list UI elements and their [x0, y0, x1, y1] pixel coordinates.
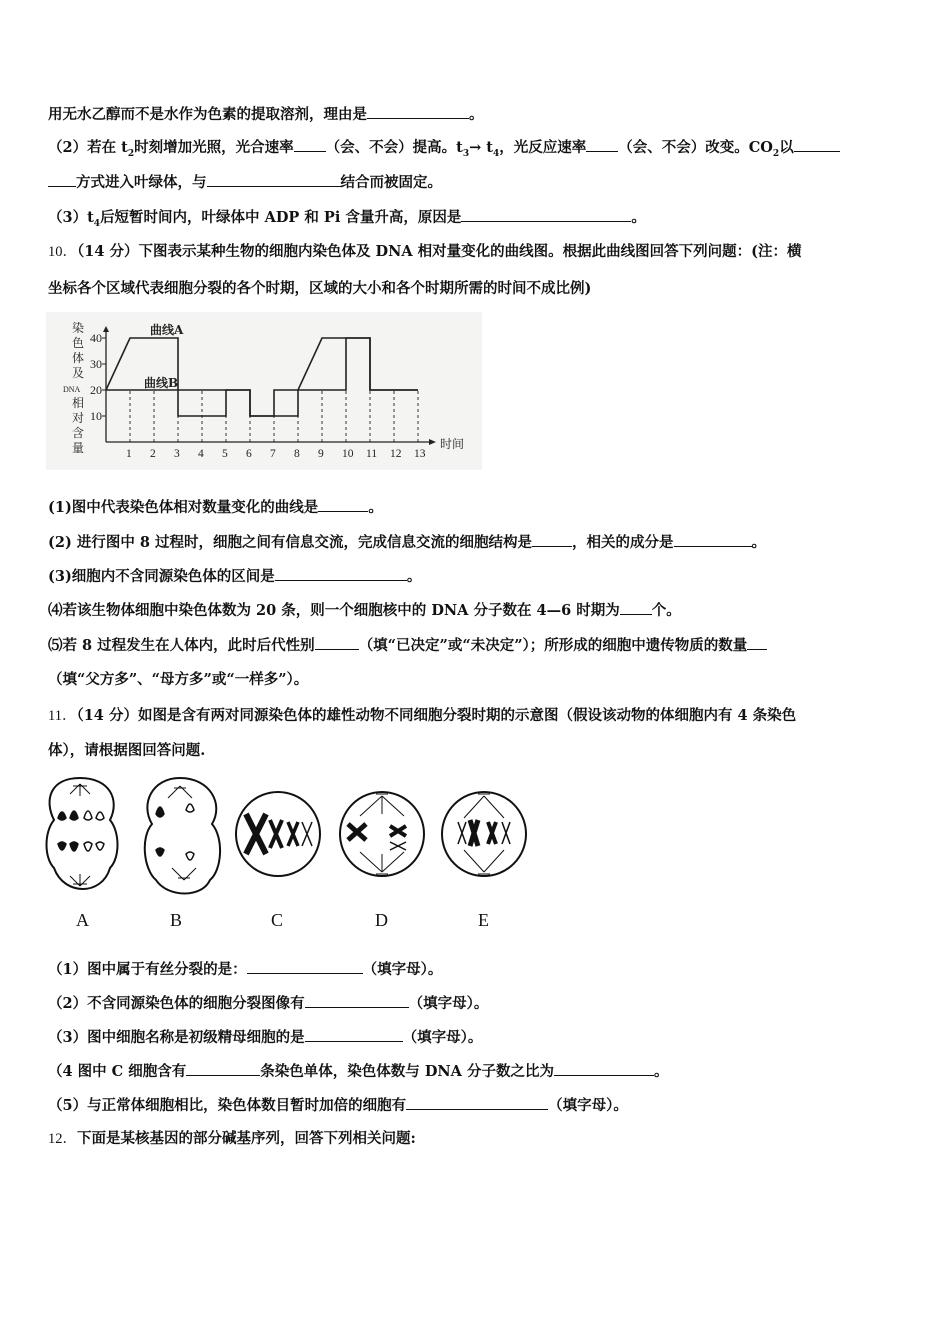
punct: 。: [751, 534, 767, 551]
question12-stem: [48, 1129, 416, 1149]
q10-4-text: ⑷若该生物体细胞中染色体数为 20 条，则一个细胞核中的 DNA 分子数在 4—6 时期为: [48, 602, 620, 619]
subscript: 2: [127, 148, 135, 159]
cell-c: [236, 792, 320, 876]
q9-2-text: → t: [469, 139, 493, 156]
question10-stem-cont: [48, 279, 591, 299]
y-tick-label: 30: [90, 357, 102, 371]
curve-b-label: 曲线B: [144, 376, 179, 390]
q11-5-text: （5）与正常体细胞相比，染色体数目暂时加倍的细胞有: [48, 1097, 407, 1114]
x-tick-label: 9: [318, 448, 324, 460]
answer-blank[interactable]: [554, 1061, 654, 1076]
answer-blank[interactable]: [294, 137, 326, 152]
q9-3-text: （3）t: [48, 209, 94, 226]
q9-2-text: 结合而被固定。: [340, 174, 442, 191]
q11-2-text: （2）不含同源染色体的细胞分裂图像有: [48, 995, 305, 1012]
q9-2-text: （会、不会）改变。CO: [618, 139, 773, 156]
x-tick-label: 8: [294, 448, 300, 460]
chromosome-dna-chart: [46, 312, 482, 470]
answer-blank[interactable]: [586, 137, 618, 152]
q11-4: [48, 1061, 668, 1082]
answer-blank[interactable]: [367, 104, 469, 119]
question-number: 12．: [48, 1131, 77, 1147]
q9-2-text: 时刻增加光照，光合速率: [134, 139, 294, 156]
q11-2-text: （填字母）。: [408, 995, 489, 1012]
x-tick-label: 10: [342, 448, 354, 460]
q11-1-text: （填字母）。: [362, 961, 443, 978]
answer-blank[interactable]: [747, 635, 767, 650]
q11-3-text: （3）图中细胞名称是初级精母细胞的是: [48, 1029, 305, 1046]
q9-2-text: ，光反应速率: [499, 139, 587, 156]
subscript: 2: [772, 148, 780, 159]
q10-2: [48, 532, 766, 553]
x-tick-label: 13: [414, 448, 426, 460]
x-tick-label: 5: [222, 448, 228, 460]
q11-4-text: 条染色单体，染色体数与 DNA 分子数之比为: [260, 1063, 554, 1080]
punct: 。: [653, 1063, 669, 1080]
answer-blank[interactable]: [461, 207, 631, 222]
q9-2-text: （2）若在 t: [48, 139, 128, 156]
question-number: 10．: [48, 244, 77, 260]
q12-stem-text: 下面是某核基因的部分碱基序列，回答下列相关问题:: [77, 1130, 416, 1147]
punct: 。: [406, 568, 422, 585]
q11-1-text: （1）图中属于有丝分裂的是：: [48, 961, 247, 978]
q11-stem-text: （14 分）如图是含有两对同源染色体的雄性动物不同细胞分裂时期的示意图（假设该动物的体细胞内有 4 条染色: [76, 707, 797, 724]
y-tick-label: 40: [90, 331, 102, 345]
x-tick-label: 6: [246, 448, 252, 460]
answer-blank[interactable]: [207, 172, 341, 187]
q9-2-text: 以: [779, 139, 794, 156]
cell-d: [340, 792, 424, 876]
answer-blank[interactable]: [794, 137, 840, 152]
question-number: 11．: [48, 708, 77, 724]
q9-reason-prompt: 用无水乙醇而不是水作为色素的提取溶剂，理由是: [48, 106, 367, 123]
question11-stem: [48, 706, 796, 726]
subscript: 4: [93, 218, 101, 229]
cell-division-figures: [40, 770, 540, 906]
y-axis-label-char: 量: [72, 441, 85, 455]
punct: 。: [368, 499, 383, 516]
cell-a: [47, 778, 118, 889]
question11-stem-cont: [48, 741, 205, 761]
x-axis-label: 时间: [440, 437, 465, 451]
q10-1-text: (1)图中代表染色体相对数量变化的曲线是: [48, 499, 319, 516]
answer-blank[interactable]: [318, 497, 368, 512]
chart-background: [46, 312, 482, 470]
x-tick-label: 2: [150, 448, 156, 460]
x-tick-label: 7: [270, 448, 276, 460]
y-axis-label-char: 对: [72, 411, 85, 425]
q10-2-text: (2) 进行图中 8 过程时，细胞之间有信息交流，完成信息交流的细胞结构是: [48, 534, 533, 551]
x-tick-label: 11: [366, 448, 378, 460]
question10-stem: [48, 242, 802, 262]
answer-blank[interactable]: [247, 959, 363, 974]
y-axis-label-char: 体: [72, 351, 85, 365]
x-tick-label: 1: [126, 448, 132, 460]
punct: 。: [469, 106, 484, 123]
answer-blank[interactable]: [48, 172, 76, 187]
q10-4: [48, 600, 681, 621]
q10-4-text: 个。: [651, 602, 681, 619]
q11-3-text: （填字母）。: [402, 1029, 483, 1046]
q10-1: [48, 497, 383, 518]
q11-1: [48, 959, 442, 980]
x-tick-label: 3: [174, 448, 180, 460]
q11-5: [48, 1095, 628, 1116]
y-axis-label-char: 含: [72, 426, 85, 440]
q10-3: [48, 566, 421, 587]
q9-2-text: 方式进入叶绿体，与: [76, 174, 207, 191]
figure-label-c: C: [271, 910, 284, 930]
answer-blank[interactable]: [532, 532, 572, 547]
q9-3-text: 后短暂时间内，叶绿体中 ADP 和 Pi 含量升高，原因是: [100, 209, 462, 226]
q11-2: [48, 993, 488, 1014]
q10-stem-text: （14 分）下图表示某种生物的细胞内染色体及 DNA 相对量变化的曲线图。根据此曲线图回答下列问题：(注：横: [77, 243, 802, 260]
y-axis-label-char: DNA: [63, 385, 81, 394]
y-axis-label-char: 染: [72, 321, 85, 335]
y-axis-label-char: 及: [72, 366, 85, 380]
answer-blank[interactable]: [315, 635, 359, 650]
curve-a-label: 曲线A: [150, 323, 184, 337]
answer-blank[interactable]: [305, 993, 409, 1008]
q10-2-text: ，相关的成分是: [572, 534, 674, 551]
q11-5-text: （填字母）。: [548, 1097, 628, 1114]
q10-5-text: （填“父方多”、“母方多”或“一样多”）。: [48, 671, 309, 688]
answer-blank[interactable]: [406, 1095, 548, 1110]
figure-label-d: D: [375, 910, 388, 930]
x-tick-label: 4: [198, 448, 204, 460]
y-axis-label-char: 相: [72, 396, 85, 410]
q11-4-text: （4 图中 C 细胞含有: [48, 1063, 187, 1080]
question9-2: [48, 137, 840, 164]
answer-blank[interactable]: [305, 1027, 403, 1042]
cell-b: [145, 778, 220, 894]
subscript: 4: [492, 148, 500, 159]
answer-blank[interactable]: [275, 566, 407, 581]
q10-5-text: ⑸若 8 过程发生在人体内，此时后代性别: [48, 637, 315, 654]
figure-label-e: E: [478, 910, 489, 930]
q11-stem-text: 体），请根据图回答问题.: [48, 742, 206, 759]
q11-3: [48, 1027, 482, 1048]
cell-e: [442, 792, 526, 876]
question9-line1: [48, 104, 484, 125]
y-axis-label-char: 色: [72, 336, 85, 350]
q10-3-text: (3)细胞内不含同源染色体的区间是: [48, 568, 275, 585]
q10-5-cont: [48, 670, 308, 690]
x-tick-label: 12: [390, 448, 402, 460]
q10-5-text: （填“已决定”或“未决定”）；所形成的细胞中遗传物质的数量: [358, 637, 748, 654]
question9-3: [48, 207, 646, 234]
q10-5: [48, 635, 767, 656]
answer-blank[interactable]: [620, 600, 652, 615]
question9-2-cont: [48, 172, 442, 193]
figure-label-a: A: [76, 910, 89, 930]
q10-stem-text: 坐标各个区域代表细胞分裂的各个时期，区域的大小和各个时期所需的时间不成比例): [48, 280, 592, 297]
subscript: 3: [462, 148, 470, 159]
answer-blank[interactable]: [186, 1061, 260, 1076]
y-tick-label: 10: [90, 409, 102, 423]
y-tick-label: 20: [90, 383, 102, 397]
q9-2-text: （会、不会）提高。t: [325, 139, 463, 156]
punct: 。: [631, 209, 646, 226]
answer-blank[interactable]: [674, 532, 752, 547]
figure-label-b: B: [170, 910, 183, 930]
